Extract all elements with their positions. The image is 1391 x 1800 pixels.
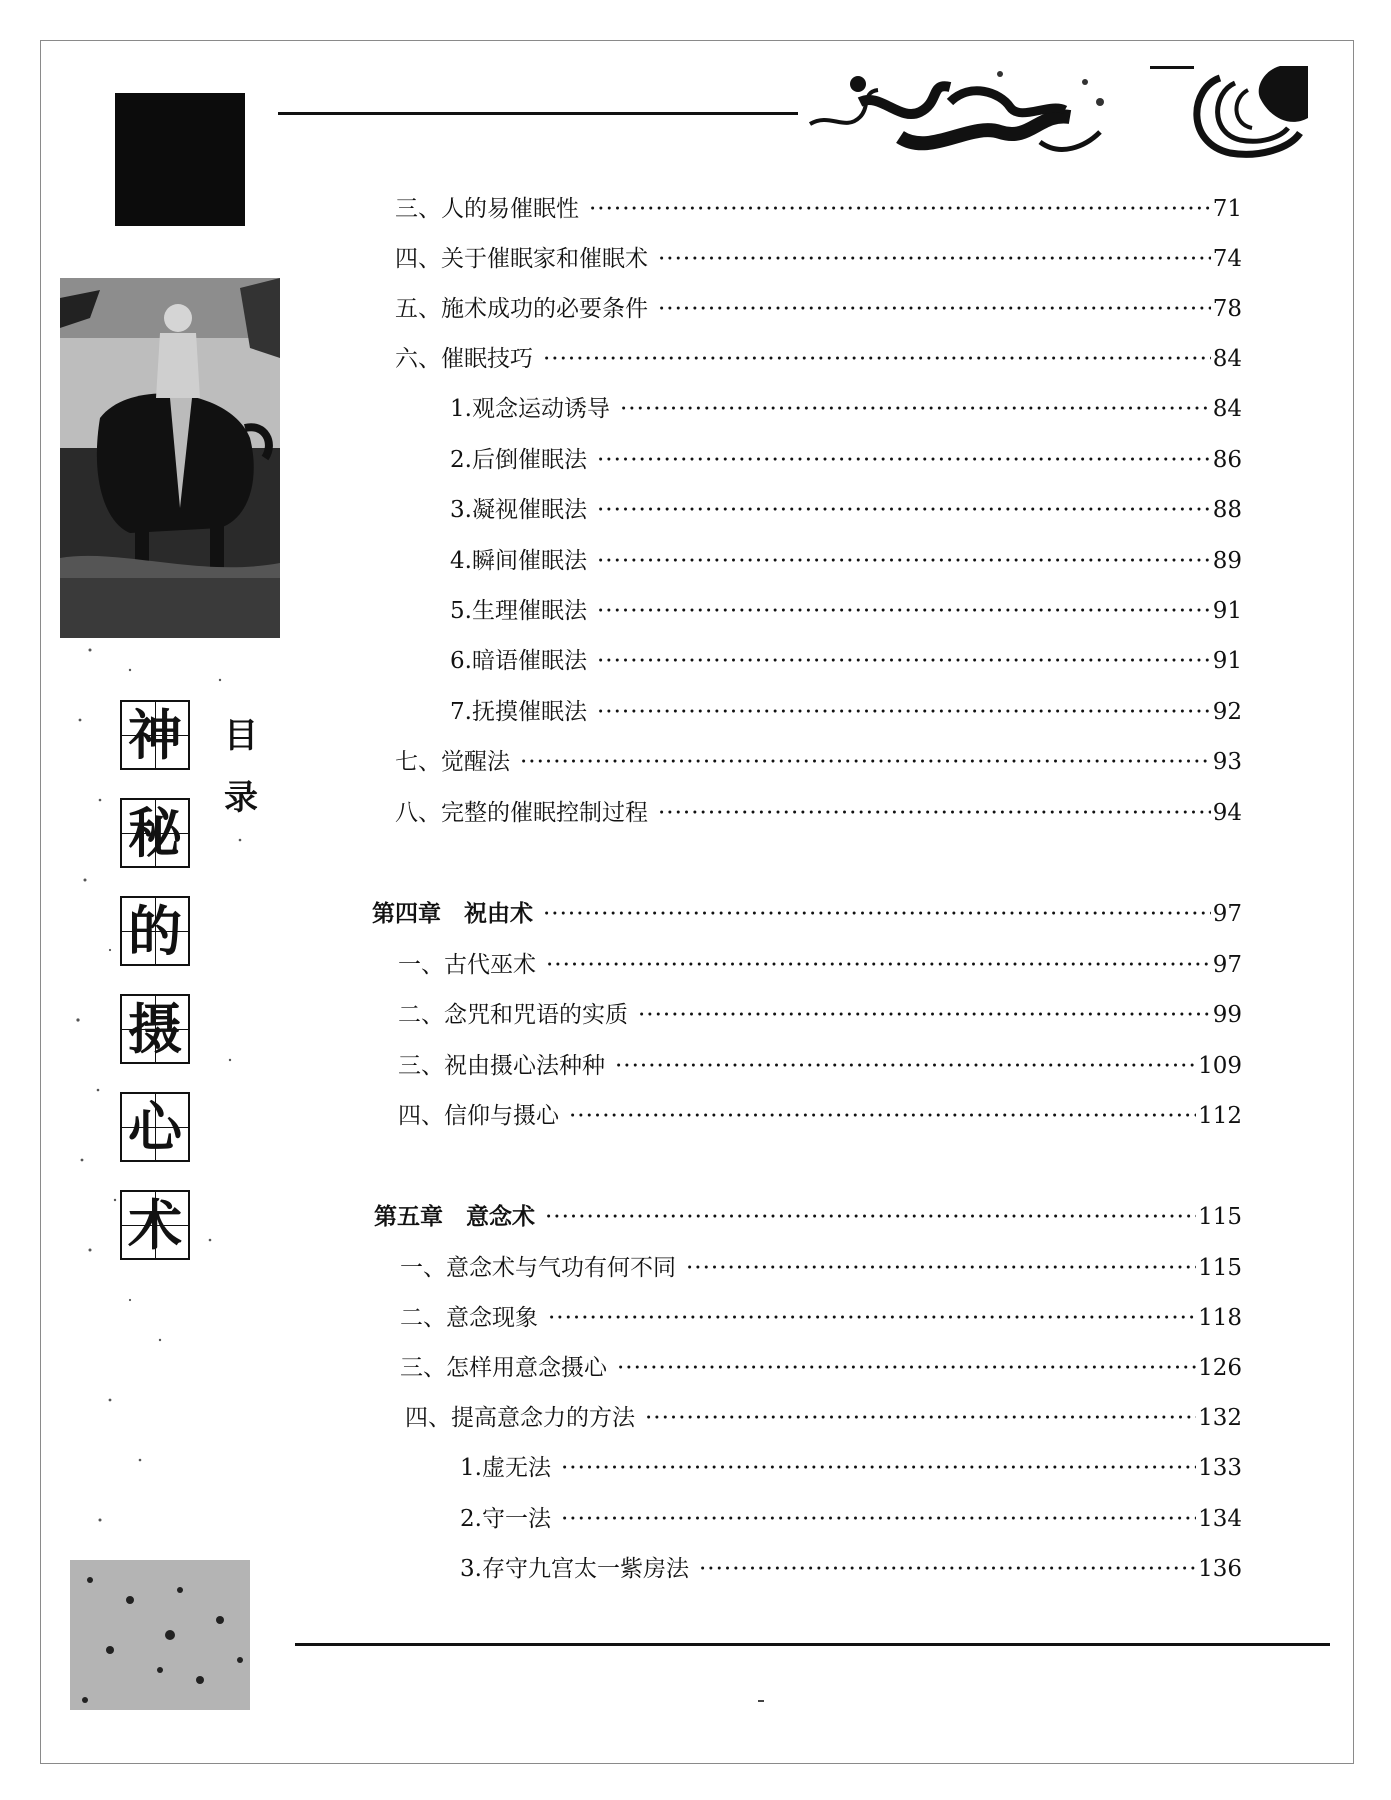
toc-entry-page: 93 <box>1212 749 1242 775</box>
toc-entry-title: 一、古代巫术 <box>398 952 536 978</box>
toc-entry-title: 3.存守九宫太一紫房法 <box>460 1556 689 1582</box>
toc-entry-page: 92 <box>1212 699 1242 725</box>
toc-entry[interactable] <box>450 595 1242 627</box>
toc-entry-page: 133 <box>1198 1455 1242 1481</box>
toc-entry-page: 118 <box>1198 1305 1242 1331</box>
toc-entry-title: 四、信仰与摄心 <box>398 1103 559 1129</box>
toc-entry[interactable] <box>395 746 1242 778</box>
toc-entry[interactable] <box>395 193 1242 225</box>
toc-entry-title: 5.生理催眠法 <box>450 598 587 624</box>
toc-entry[interactable] <box>460 1452 1242 1484</box>
toc-entry[interactable] <box>450 545 1242 577</box>
toc-entry[interactable] <box>460 1503 1242 1535</box>
toc-entry-title: 2.后倒催眠法 <box>450 447 587 473</box>
toc-entry-page: 71 <box>1212 196 1242 222</box>
toc-entry-title: 八、完整的催眠控制过程 <box>395 800 648 826</box>
toc-entry[interactable] <box>398 949 1242 981</box>
title-char: 术 <box>120 1190 190 1260</box>
toc-entry[interactable] <box>395 293 1242 325</box>
toc-entry-page: 132 <box>1198 1405 1242 1431</box>
toc-entry[interactable] <box>400 1352 1242 1384</box>
toc-entry-page: 99 <box>1212 1002 1242 1028</box>
toc-entry-page: 115 <box>1198 1204 1242 1230</box>
toc-entry[interactable] <box>450 393 1242 425</box>
toc-entry[interactable] <box>395 243 1242 275</box>
toc-entry-title: 四、关于催眠家和催眠术 <box>395 246 648 272</box>
toc-entry[interactable] <box>398 1100 1242 1132</box>
toc-entry[interactable] <box>400 1302 1242 1334</box>
toc-entry-page: 89 <box>1212 548 1242 574</box>
toc-entry[interactable] <box>395 797 1242 829</box>
toc-entry-page: 91 <box>1212 648 1242 674</box>
toc-entry[interactable] <box>398 1050 1242 1082</box>
toc-entry-title: 五、施术成功的必要条件 <box>395 296 648 322</box>
toc-entry-page: 115 <box>1198 1255 1242 1281</box>
toc-entry-page: 78 <box>1212 296 1242 322</box>
title-char: 秘 <box>120 798 190 868</box>
toc-entry-title: 六、催眠技巧 <box>395 346 533 372</box>
toc-entry-title: 二、念咒和咒语的实质 <box>398 1002 628 1028</box>
toc-entry[interactable] <box>450 494 1242 526</box>
toc-entry[interactable] <box>400 1252 1242 1284</box>
toc-entry-title: 四、提高意念力的方法 <box>405 1405 635 1431</box>
toc-entry-page: 97 <box>1212 952 1242 978</box>
toc-entry[interactable] <box>450 444 1242 476</box>
toc-entry-page: 94 <box>1212 800 1242 826</box>
toc-chapter-title: 第五章 意念术 <box>374 1203 535 1230</box>
title-char: 心 <box>120 1092 190 1162</box>
contents-label-char: 目 <box>224 716 258 756</box>
contents-label-char: 录 <box>224 778 258 818</box>
toc-entry-page: 84 <box>1212 346 1242 372</box>
footer-rule <box>295 1643 1330 1646</box>
toc-entry-page: 86 <box>1212 447 1242 473</box>
toc-entry-title: 2.守一法 <box>460 1506 551 1532</box>
toc-entry-title: 1.观念运动诱导 <box>450 396 610 422</box>
toc-entry-title: 3.凝视催眠法 <box>450 497 587 523</box>
toc-entry-page: 91 <box>1212 598 1242 624</box>
toc-entry-page: 74 <box>1212 246 1242 272</box>
toc-entry-title: 三、祝由摄心法种种 <box>398 1053 605 1079</box>
toc-entry[interactable] <box>405 1402 1242 1434</box>
toc-entry-title: 7.抚摸催眠法 <box>450 699 587 725</box>
title-char: 的 <box>120 896 190 966</box>
toc-entry[interactable] <box>398 999 1242 1031</box>
toc-entry[interactable] <box>460 1553 1242 1585</box>
footer-mark <box>758 1700 764 1702</box>
toc-entry-title: 6.暗语催眠法 <box>450 648 587 674</box>
toc-entry-title: 一、意念术与气功有何不同 <box>400 1255 676 1281</box>
toc-chapter-entry[interactable] <box>372 898 1242 930</box>
toc-entry-page: 97 <box>1212 901 1242 927</box>
toc-entry[interactable] <box>450 696 1242 728</box>
toc-entry-page: 134 <box>1198 1506 1242 1532</box>
toc-entry-title: 七、觉醒法 <box>395 749 510 775</box>
title-char: 神 <box>120 700 190 770</box>
title-char: 摄 <box>120 994 190 1064</box>
toc-entry-title: 1.虚无法 <box>460 1455 551 1481</box>
toc-entry-page: 88 <box>1212 497 1242 523</box>
toc-entry[interactable] <box>450 645 1242 677</box>
toc-entry-title: 二、意念现象 <box>400 1305 538 1331</box>
toc-entry-page: 136 <box>1198 1556 1242 1582</box>
toc-entry-page: 112 <box>1198 1103 1242 1129</box>
toc-entry-page: 84 <box>1212 396 1242 422</box>
toc-entry-title: 4.瞬间催眠法 <box>450 548 587 574</box>
toc-chapter-entry[interactable] <box>374 1201 1242 1233</box>
toc-entry[interactable] <box>395 343 1242 375</box>
toc-chapter-title: 第四章 祝由术 <box>372 900 533 927</box>
toc-entry-page: 109 <box>1198 1053 1242 1079</box>
toc-entry-page: 126 <box>1198 1355 1242 1381</box>
toc-entry-title: 三、人的易催眠性 <box>395 196 579 222</box>
toc-entry-title: 三、怎样用意念摄心 <box>400 1355 607 1381</box>
